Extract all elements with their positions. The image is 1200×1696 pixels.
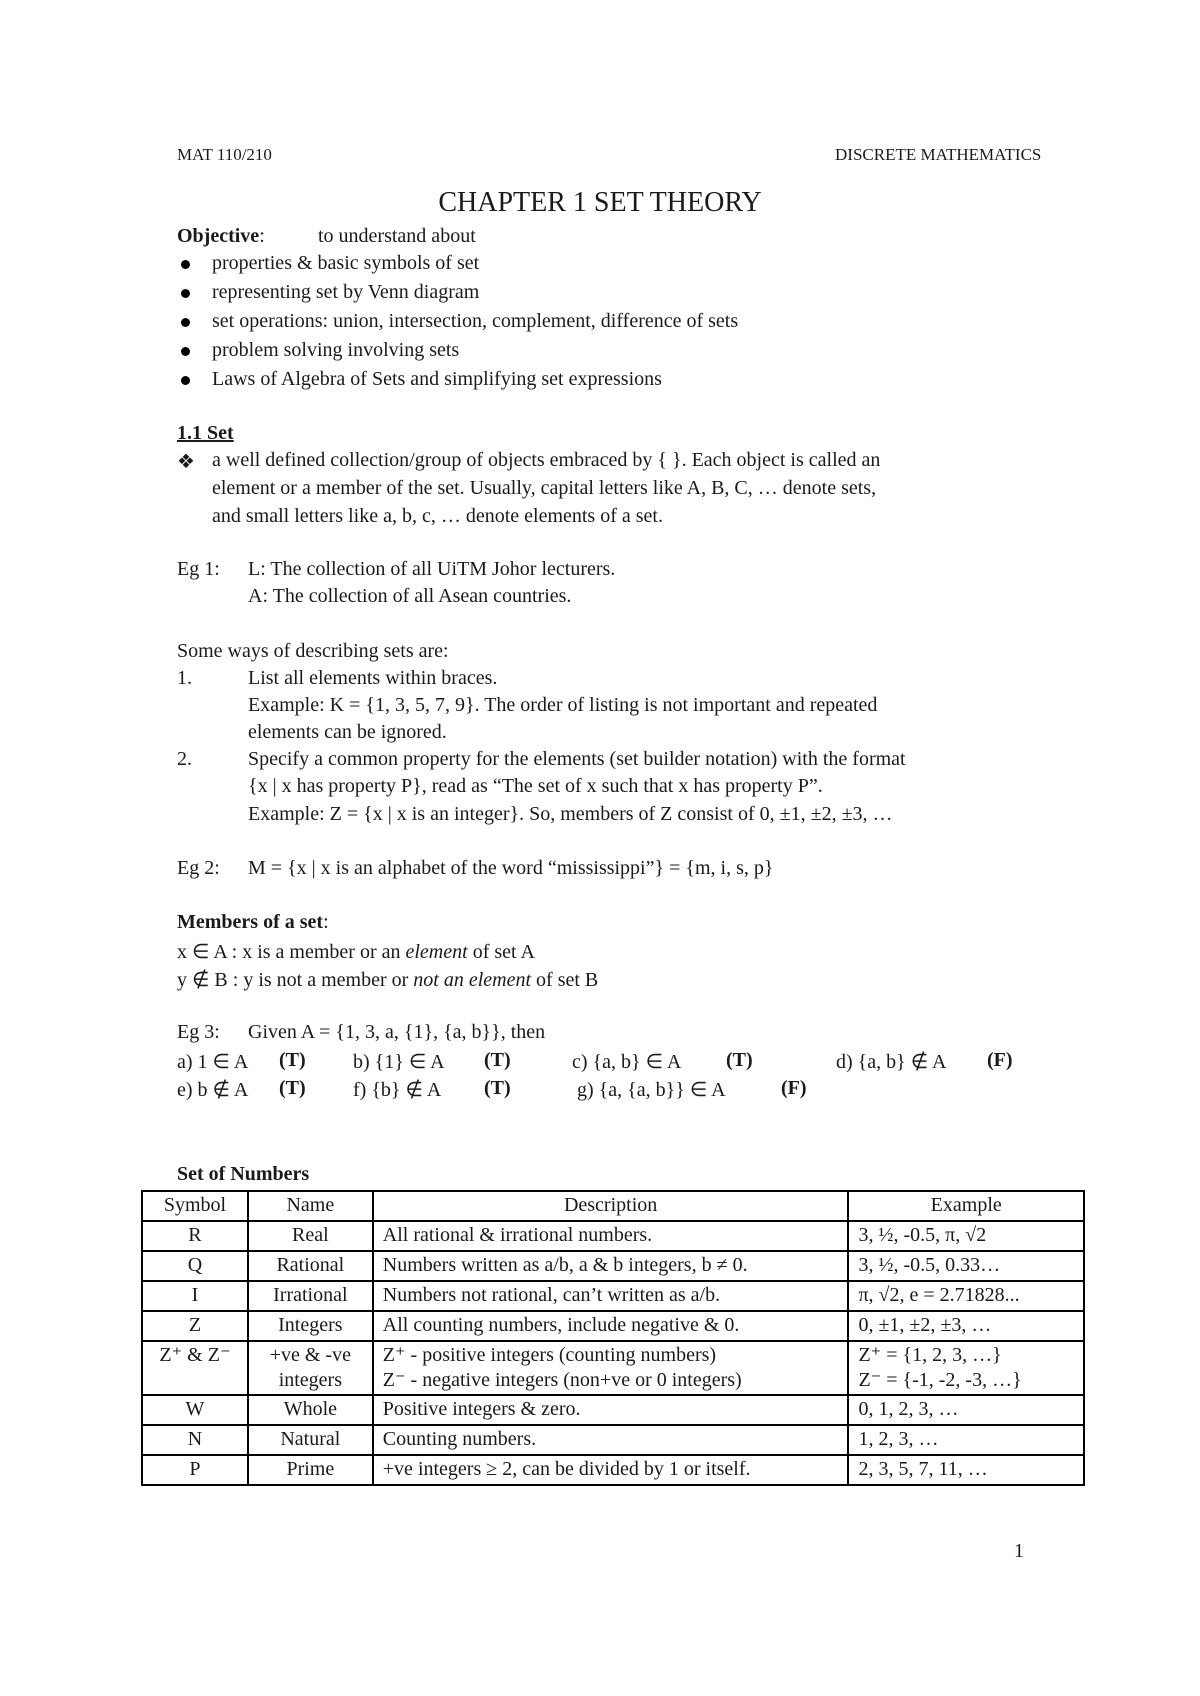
way-line: Specify a common property for the elements (set builder notation) with the format: [248, 748, 906, 770]
objective-text: to understand about: [318, 225, 476, 247]
way-line: List all elements within braces.: [248, 667, 498, 689]
cell-example: 1, 2, 3, …: [848, 1425, 1084, 1455]
eg3-item: c) {a, b} ∈ A: [572, 1051, 682, 1073]
table-row: [142, 1251, 1084, 1281]
header-course-code: MAT 110/210: [177, 145, 272, 164]
cell-description: Z⁺ - positive integers (counting numbers) Z⁻ - negative integers (non+ve or 0 integers): [373, 1341, 849, 1395]
table-caption: Set of Numbers: [177, 1163, 310, 1185]
cell-description: Numbers written as a/b, a & b integers, b ≠ 0.: [373, 1251, 849, 1281]
table-row: [142, 1395, 1084, 1425]
eg3-answer: (T): [279, 1077, 306, 1099]
eg3-item: d) {a, b} ∉ A: [836, 1051, 947, 1073]
cell-description: All counting numbers, include negative & 0.: [373, 1311, 849, 1341]
eg3-item: a) 1 ∈ A: [177, 1051, 249, 1073]
objective-item: Laws of Algebra of Sets and simplifying set expressions: [212, 368, 662, 390]
objective-item: properties & basic symbols of set: [212, 252, 480, 274]
cell-symbol: W: [142, 1395, 248, 1425]
table-row: [142, 1341, 1084, 1395]
cell-description: Counting numbers.: [373, 1425, 849, 1455]
bullet-icon: [181, 289, 190, 298]
table-row: [142, 1221, 1084, 1251]
set-of-numbers-table: [141, 1190, 1085, 1486]
header-name: Name: [248, 1191, 373, 1221]
table-row: [142, 1281, 1084, 1311]
definition-line: and small letters like a, b, c, … denote elements of a set.: [212, 505, 663, 527]
cell-description: +ve integers ≥ 2, can be divided by 1 or itself.: [373, 1455, 849, 1485]
example-line: M = {x | x is an alphabet of the word “mississippi”} = {m, i, s, p}: [248, 857, 774, 879]
table-row: [142, 1425, 1084, 1455]
cell-name: Prime: [248, 1455, 373, 1485]
table-row: [142, 1455, 1084, 1485]
example-line: A: The collection of all Asean countries.: [248, 585, 572, 607]
bullet-icon: [181, 318, 190, 327]
cell-symbol: Z: [142, 1311, 248, 1341]
example-label: Eg 3:: [177, 1021, 220, 1043]
member-line: x ∈ A : x is a member or an element of set A: [177, 941, 535, 963]
cell-example: π, √2, e = 2.71828...: [848, 1281, 1084, 1311]
chapter-title: CHAPTER 1 SET THEORY: [438, 187, 762, 218]
way-line: Example: Z = {x | x is an integer}. So, members of Z consist of 0, ±1, ±2, ±3, …: [248, 803, 893, 825]
cell-example: 2, 3, 5, 7, 11, …: [848, 1455, 1084, 1485]
eg3-answer: (F): [987, 1049, 1013, 1071]
eg3-answer: (T): [726, 1049, 753, 1071]
table-row: [142, 1311, 1084, 1341]
cell-example: 0, 1, 2, 3, …: [848, 1395, 1084, 1425]
cell-description: Positive integers & zero.: [373, 1395, 849, 1425]
cell-name: Real: [248, 1221, 373, 1251]
objective-item: problem solving involving sets: [212, 339, 460, 361]
cell-name: Irrational: [248, 1281, 373, 1311]
example-label: Eg 2:: [177, 857, 220, 879]
eg3-answer: (F): [781, 1077, 807, 1099]
cell-symbol: P: [142, 1455, 248, 1485]
way-line: Example: K = {1, 3, 5, 7, 9}. The order of listing is not important and repeated: [248, 694, 878, 716]
header-subject: DISCRETE MATHEMATICS: [835, 145, 1042, 164]
cell-symbol: Q: [142, 1251, 248, 1281]
header-description: Description: [373, 1191, 849, 1221]
example-label: Eg 1:: [177, 558, 220, 580]
header-symbol: Symbol: [142, 1191, 248, 1221]
cell-symbol: N: [142, 1425, 248, 1455]
cell-example: 3, ½, -0.5, 0.33…: [848, 1251, 1084, 1281]
example-line: Given A = {1, 3, a, {1}, {a, b}}, then: [248, 1021, 546, 1043]
objective-label: Objective: [177, 225, 260, 247]
cell-description: All rational & irrational numbers.: [373, 1221, 849, 1251]
eg3-item: e) b ∉ A: [177, 1079, 249, 1101]
cell-name: Rational: [248, 1251, 373, 1281]
bullet-icon: [181, 376, 190, 385]
objective-line: Objective:: [177, 225, 265, 247]
list-number: 1.: [177, 667, 192, 689]
diamond-bullet-icon: ❖: [177, 451, 195, 473]
definition-line: element or a member of the set. Usually, capital letters like A, B, C, … denote sets,: [212, 477, 877, 499]
member-line: y ∉ B : y is not a member or not an element of set B: [177, 969, 599, 991]
example-line: L: The collection of all UiTM Johor lecturers.: [248, 558, 616, 580]
bullet-icon: [181, 260, 190, 269]
definition-line: a well defined collection/group of objects embraced by { }. Each object is called an: [212, 449, 881, 471]
cell-name: +ve & -ve integers: [248, 1341, 373, 1395]
eg3-answer: (T): [279, 1049, 306, 1071]
eg3-item: b) {1} ∈ A: [353, 1051, 445, 1073]
table-header-row: [142, 1191, 1084, 1221]
cell-example: 3, ½, -0.5, π, √2: [848, 1221, 1084, 1251]
cell-name: Integers: [248, 1311, 373, 1341]
cell-symbol: I: [142, 1281, 248, 1311]
ways-intro: Some ways of describing sets are:: [177, 640, 449, 662]
eg3-answer: (T): [484, 1077, 511, 1099]
cell-symbol: Z⁺ & Z⁻: [142, 1341, 248, 1395]
section-heading: 1.1 Set: [177, 422, 234, 444]
bullet-icon: [181, 347, 190, 356]
eg3-item: g) {a, {a, b}} ∈ A: [577, 1079, 726, 1101]
members-heading: Members of a set:: [177, 911, 329, 933]
cell-description: Numbers not rational, can’t written as a/b.: [373, 1281, 849, 1311]
cell-example: 0, ±1, ±2, ±3, …: [848, 1311, 1084, 1341]
cell-example: Z⁺ = {1, 2, 3, …} Z⁻ = {-1, -2, -3, …}: [848, 1341, 1084, 1395]
header-example: Example: [848, 1191, 1084, 1221]
cell-name: Natural: [248, 1425, 373, 1455]
cell-symbol: R: [142, 1221, 248, 1251]
way-line: {x | x has property P}, read as “The set of x such that x has property P”.: [248, 775, 823, 797]
objective-item: set operations: union, intersection, complement, difference of sets: [212, 310, 739, 332]
list-number: 2.: [177, 748, 192, 770]
way-line: elements can be ignored.: [248, 721, 447, 743]
cell-name: Whole: [248, 1395, 373, 1425]
eg3-answer: (T): [484, 1049, 511, 1071]
objective-item: representing set by Venn diagram: [212, 281, 480, 303]
eg3-item: f) {b} ∉ A: [353, 1079, 442, 1101]
page-number: 1: [1014, 1540, 1024, 1562]
